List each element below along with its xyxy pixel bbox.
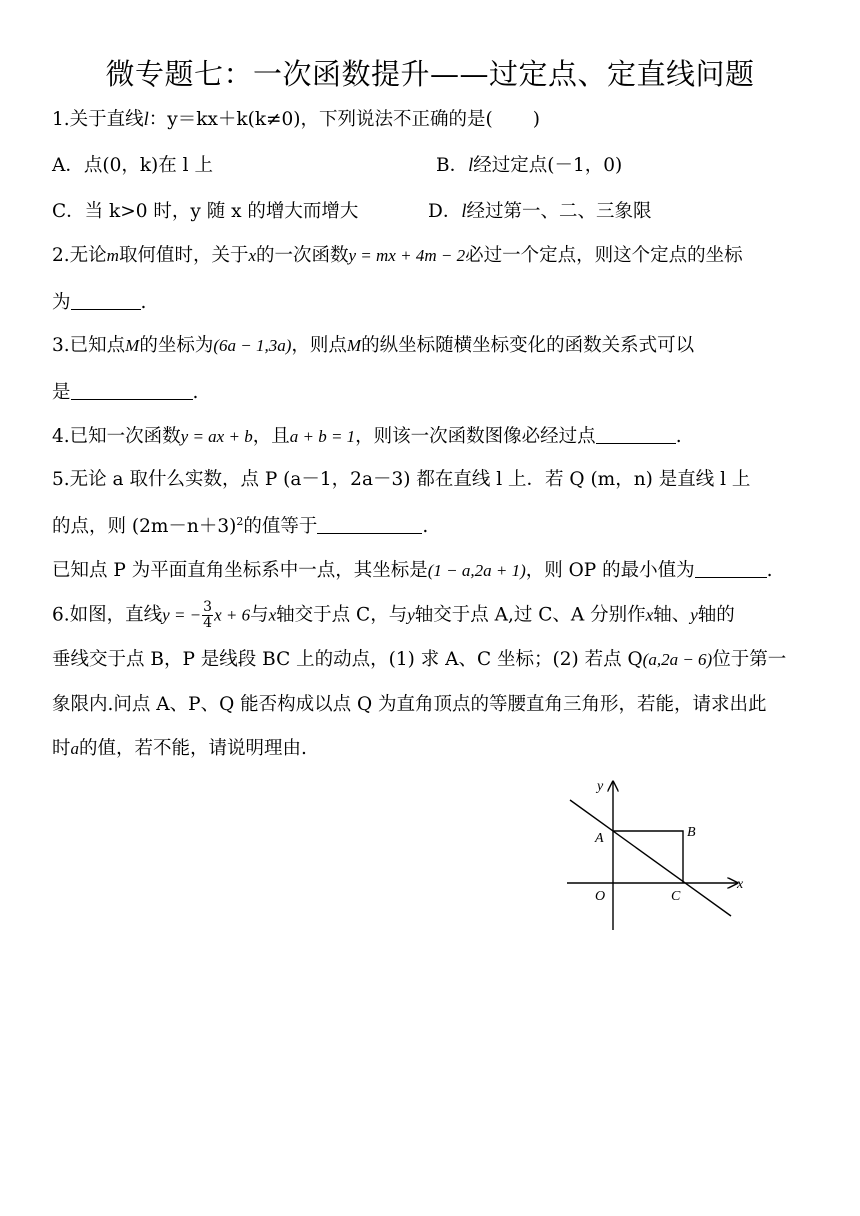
page-title: 微专题七：一次函数提升——过定点、定直线问题 (105, 57, 755, 91)
q5b-line: 已知点 P 为平面直角坐标系中一点，其坐标是(1 − a,2a + 1)，则 OP 的最小值为 . (52, 557, 812, 584)
q6-line2: 垂线交于点 B，P 是线段 BC 上的动点，(1) 求 A、C 坐标；(2) 若点 Q(a,2a − 6)位于第一 (52, 649, 787, 670)
answer-blank[interactable] (695, 557, 767, 578)
label-x: x (737, 877, 744, 892)
q1-options-cd (52, 199, 812, 225)
q3-line2: 是 . (52, 379, 812, 406)
answer-blank[interactable] (317, 513, 422, 534)
label-c: C (671, 889, 681, 904)
q2-line2: 为 . (52, 289, 812, 316)
q4-line: 4.已知一次函数y = ax + b，且a + b = 1，则该一次函数图像必经过点 . (52, 423, 812, 450)
q5-line1: 5.无论 a 取什么实数，点 P (a－1，2a－3) 都在直线 l 上．若 Q (m，n) 是直线 l 上 (52, 469, 751, 490)
fraction: $\frac{3}{4}$ (203, 599, 213, 631)
q1-option-b: B．l经过定点(－1，0) (436, 155, 623, 176)
answer-blank[interactable] (71, 289, 141, 310)
answer-blank[interactable] (596, 423, 676, 444)
q3-line1: 3.已知点M的坐标为(6a − 1,3a)，则点M的纵坐标随横坐标变化的函数关系式可以 (52, 335, 695, 356)
q1-options-ab (52, 153, 812, 179)
q1-option-c: C．当 k>0 时，y 随 x 的增大而增大 (52, 201, 359, 222)
q6-line4: 时a的值，若不能，请说明理由. (52, 738, 307, 759)
q6-line3: 象限内.问点 A、P、Q 能否构成以点 Q 为直角顶点的等腰直角三角形，若能，请求出此 (52, 694, 767, 715)
label-a: A (595, 831, 604, 846)
coordinate-figure (555, 770, 755, 940)
q1-stem: 1.关于直线l：y＝kx＋k(k≠0)，下列说法不正确的是( ) (52, 109, 540, 130)
answer-blank[interactable] (71, 379, 193, 400)
q2-line1: 2.无论m取何值时，关于x的一次函数y = mx + 4m − 2必过一个定点，则这个定点的坐标 (52, 245, 743, 266)
q5-line2: 的点，则 $(2m-n+3)^2$的值等于 . (52, 515, 429, 537)
label-o: O (595, 889, 606, 904)
q1-option-a: A．点(0，k)在 l 上 (52, 155, 213, 176)
label-y: y (597, 779, 604, 794)
q1-option-d: D．l经过第一、二、三象限 (428, 201, 652, 222)
label-b: B (687, 825, 696, 840)
q6-line1: 6.如图，直线y = − $\frac{3}{4}$ x + 6与x轴交于点 C，与y轴交于点 A,过 C、A 分别作x轴、y轴的 (52, 599, 735, 631)
